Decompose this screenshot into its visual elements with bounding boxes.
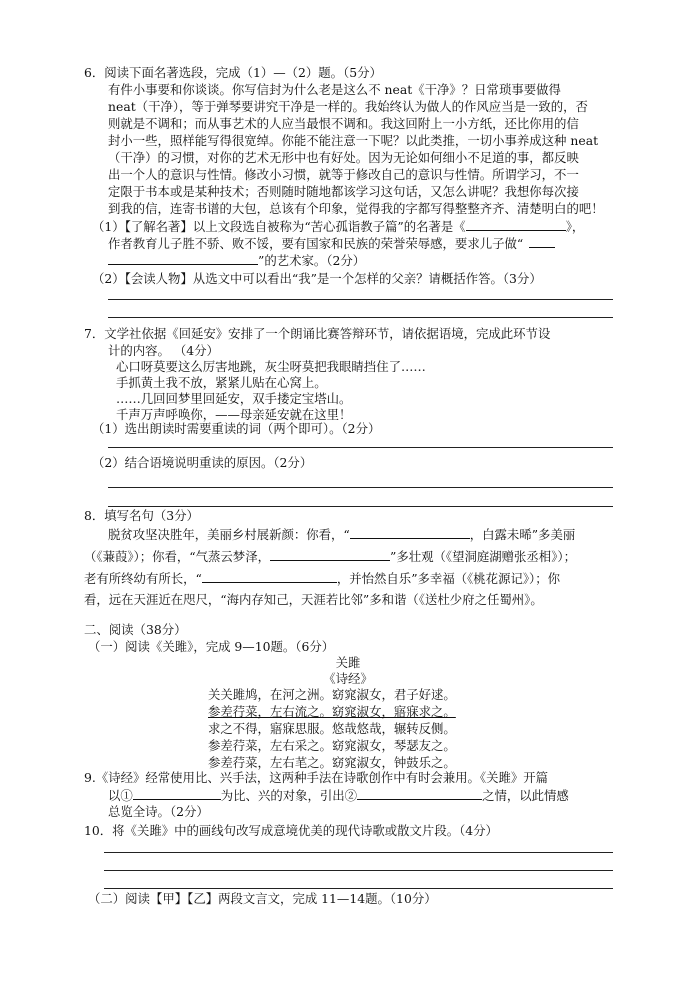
q8-line-3 (84, 569, 560, 588)
q6-answer-line-2[interactable] (108, 317, 613, 318)
q6-passage-line-3: 则就是不调和；而从事艺术的人应当最恨不调和。我这回附上一小方纸，还比你用的信 (108, 116, 579, 131)
q6-passage-line-7: 定限于书本或是某种技术；否则随时随地都该学习这句话，又怎么讲呢？我想你每次接 (108, 184, 579, 199)
q6-sub2: （2）【会读人物】从选文中可以看出“我”是一个怎样的父亲？请概括作答。（3分） (92, 271, 542, 286)
q6-sub1-artist-blank-b[interactable] (108, 251, 258, 265)
q9-text-1: 以① (108, 788, 133, 803)
poem-line-3: 求之不得，寤寐思服。悠哉悠哉，辗转反侧。 (208, 721, 456, 736)
q6-sub1-b-text: 作者教育儿子胜不骄、败不馁，要有国家和民族的荣誉荣辱感，要求儿子做“ (108, 236, 524, 251)
q9-blank-2[interactable] (357, 786, 482, 800)
q6-answer-line-1[interactable] (108, 299, 613, 300)
q8-l3-text-b: ，并怡然自乐”多幸福（《桃花源记》）；你 (336, 571, 561, 586)
q7-title-b: 计的内容。 （4分） (108, 343, 219, 358)
q6-sub1-c-text: ”的艺术家。（2分） (258, 253, 366, 268)
q6-sub1-artist-blank-a[interactable] (529, 234, 555, 248)
q8-l1-text-b: ，白露未晞”多美丽 (469, 527, 576, 542)
q8-l3-text-a: 老有所终幼有所长，“ (84, 571, 202, 586)
q9-text-2: 为比、兴的对象，引出② (220, 788, 358, 803)
q6-passage-line-6: 出一个人的意识与性情。修改小习惯，就等于修改自己的意识与性情。所谓学习，不一 (108, 167, 579, 182)
q7-sub2: （2）结合语境说明重读的原因。（2分） (92, 455, 313, 470)
q10-answer-line-1[interactable] (104, 852, 613, 853)
section2-title: 二、阅读（38分） (84, 622, 187, 637)
q6-sub1-line-c (108, 251, 365, 270)
q8-blank-3[interactable] (202, 569, 337, 583)
q7-poem-line-3: ……几回回梦里回延安，双手搂定宝塔山。 (116, 391, 352, 406)
poem-title: 关雎 (335, 655, 361, 670)
q6-passage-line-4: 封小一些，照样能写得很宽绰。你能不能注意一下呢？以此类推，一切小事养成这种 neat (108, 133, 599, 148)
q9-blank-1[interactable] (133, 786, 221, 800)
q6-passage-line-5: （干净）的习惯，对你的艺术无形中也有好处。因为无论如何细小不足道的事，都反映 (108, 150, 579, 165)
q8-title: 8．填写名句（3分） (84, 508, 199, 523)
q7-title-a: 7．文学社依据《回延安》安排了一个朗诵比赛答辩环节，请依据语境，完成此环节设 (84, 326, 551, 341)
q10-answer-line-3[interactable] (104, 888, 613, 889)
poem-line-2-underlined: 参差荇菜，左右流之。窈窕淑女，寤寐求之。 (208, 704, 456, 719)
poem-source: 《诗经》 (323, 671, 373, 686)
q8-line-4: 看，远在天涯近在咫尺，“海内存知己，天涯若比邻”多和谐（《送杜少府之任蜀州》。 (84, 592, 543, 607)
poem-line-4: 参差荇菜，左右采之。窈窕淑女，琴瑟友之。 (208, 738, 456, 753)
q7-sub2-answer-line-1[interactable] (108, 487, 613, 488)
q8-l2-text-a: （《蒹葭》）；你看，“气蒸云梦泽， (84, 549, 270, 564)
q10-answer-line-2[interactable] (104, 870, 613, 871)
q8-line-2 (84, 547, 576, 566)
q10: 10．将《关雎》中的画线句改写成意境优美的现代诗歌或散文片段。（4分） (84, 823, 498, 838)
q7-poem-line-2: 手抓黄土我不放，紧紧儿贴在心窝上。 (116, 375, 327, 390)
q6-passage-line-1: 有件小事要和你谈谈。你写信封为什么老是这么不 neat《干净》？日常琐事要做得 (108, 82, 561, 97)
q6-sub1-text-end: 》， (565, 219, 585, 234)
q6-passage-line-8: 到我的信，连寄书谱的大包，总该有个印象，觉得我的字都写得整整齐齐、清楚明白的吧！ (108, 201, 604, 216)
q9-line-a: 9.《诗经》经常使用比、兴手法，这两种手法在诗歌创作中有时会兼用。《关雎》开篇 (84, 770, 549, 785)
poem-line-1: 关关雎鸠，在河之洲。窈窕淑女，君子好逑。 (208, 687, 456, 702)
q7-sub1-answer-line[interactable] (108, 447, 613, 448)
q7-poem-line-1: 心口呀莫要这么厉害地跳，灰尘呀莫把我眼睛挡住了…… (116, 359, 426, 374)
section2-part2: （二）阅读【甲】【乙】两段文言文，完成 11—14题。（10分） (88, 891, 437, 906)
section2-part1: （一）阅读《关雎》，完成 9—10题。（6分） (88, 639, 335, 654)
q6-sub1-text: （1）【了解名著】以上文段选自被称为“苦心孤诣教子篇”的名著是《 (92, 219, 466, 234)
q6-passage-line-2: neat（干净），等于弹琴要讲究干净是一样的。我始终认为做人的作风应当是一致的，否 (108, 99, 588, 114)
q8-blank-1[interactable] (350, 525, 470, 539)
q6-title: 6．阅读下面名著选段，完成（1）—（2）题。（5分） (84, 65, 382, 80)
q9-text-3: 之情，以此情感 (482, 788, 569, 803)
q7-poem-line-4: 千声万声呼唤你，——母亲延安就在这里！ (116, 407, 352, 422)
q9-line-c: 总览全诗。（2分） (108, 804, 209, 819)
poem-line-5: 参差荇菜，左右芼之。窈窕淑女，钟鼓乐之。 (208, 755, 456, 770)
q8-l1-text-a: 脱贫攻坚决胜年，美丽乡村展新颜：你看，“ (108, 527, 350, 542)
q8-l2-text-b: ”多壮观（《望洞庭湖赠张丞相》）； (389, 549, 576, 564)
q7-sub1: （1）选出朗读时需要重读的词（两个即可）。（2分） (92, 421, 381, 436)
q8-blank-2[interactable] (270, 547, 390, 561)
q8-line-1 (108, 525, 575, 544)
q6-sub1-book-blank[interactable] (466, 217, 566, 231)
